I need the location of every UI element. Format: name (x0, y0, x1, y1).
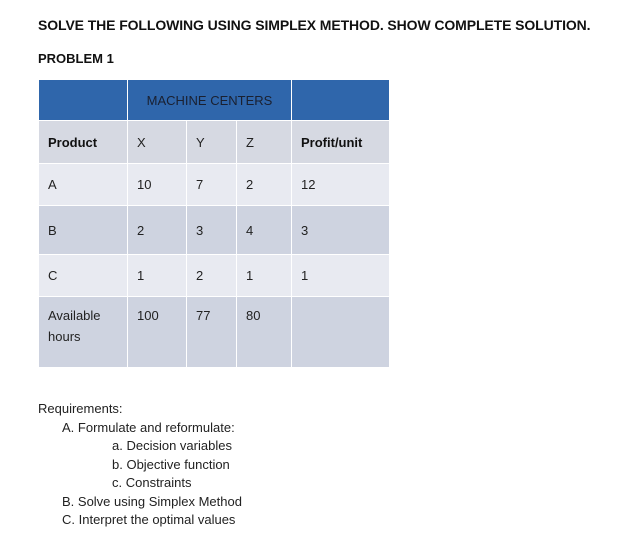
cell-y: 2 (187, 255, 237, 297)
requirement-subitem: c. Constraints (112, 475, 192, 490)
col-header-z: Z (237, 121, 292, 164)
cell-product: Available hours (39, 297, 128, 368)
machine-centers-header: MACHINE CENTERS (128, 80, 292, 121)
col-header-x: X (128, 121, 187, 164)
requirement-subitem: b. Objective function (112, 456, 230, 472)
requirements-label: Requirements: (38, 401, 123, 416)
header-blank-cell (292, 80, 390, 121)
cell-product: C (39, 255, 128, 297)
problem-label: PROBLEM 1 (38, 51, 114, 66)
cell-x: 1 (128, 255, 187, 297)
requirement-subitem: a. Decision variables (112, 438, 232, 453)
table-group-header-row (39, 80, 390, 121)
requirement-item: B. Solve using Simplex Method (62, 493, 242, 509)
table-row (39, 255, 390, 297)
table-row (39, 206, 390, 255)
requirement-item: A. Formulate and reformulate: (62, 419, 235, 435)
table-row (39, 297, 390, 368)
table-header-row (39, 121, 390, 164)
requirements (38, 400, 242, 530)
requirement-item: C. Interpret the optimal values (62, 512, 236, 527)
cell-profit: 3 (292, 206, 390, 255)
cell-z: 1 (237, 255, 292, 297)
data-table (38, 79, 390, 368)
cell-y: 77 (187, 297, 237, 368)
col-header-profit: Profit/unit (292, 121, 390, 164)
table-row (39, 164, 390, 206)
cell-y: 3 (187, 206, 237, 255)
cell-product: A (39, 164, 128, 206)
cell-product: B (39, 206, 128, 255)
cell-profit: 1 (292, 255, 390, 297)
cell-z: 2 (237, 164, 292, 206)
cell-z: 80 (237, 297, 292, 368)
cell-x: 10 (128, 164, 187, 206)
cell-z: 4 (237, 206, 292, 255)
header-blank-cell (39, 80, 128, 121)
col-header-product: Product (39, 121, 128, 164)
col-header-y: Y (187, 121, 237, 164)
cell-profit: 12 (292, 164, 390, 206)
page-title: SOLVE THE FOLLOWING USING SIMPLEX METHOD. SHOW COMPLETE SOLUTION. (38, 17, 591, 33)
cell-x: 2 (128, 206, 187, 255)
cell-profit (292, 297, 390, 368)
cell-y: 7 (187, 164, 237, 206)
cell-x: 100 (128, 297, 187, 368)
